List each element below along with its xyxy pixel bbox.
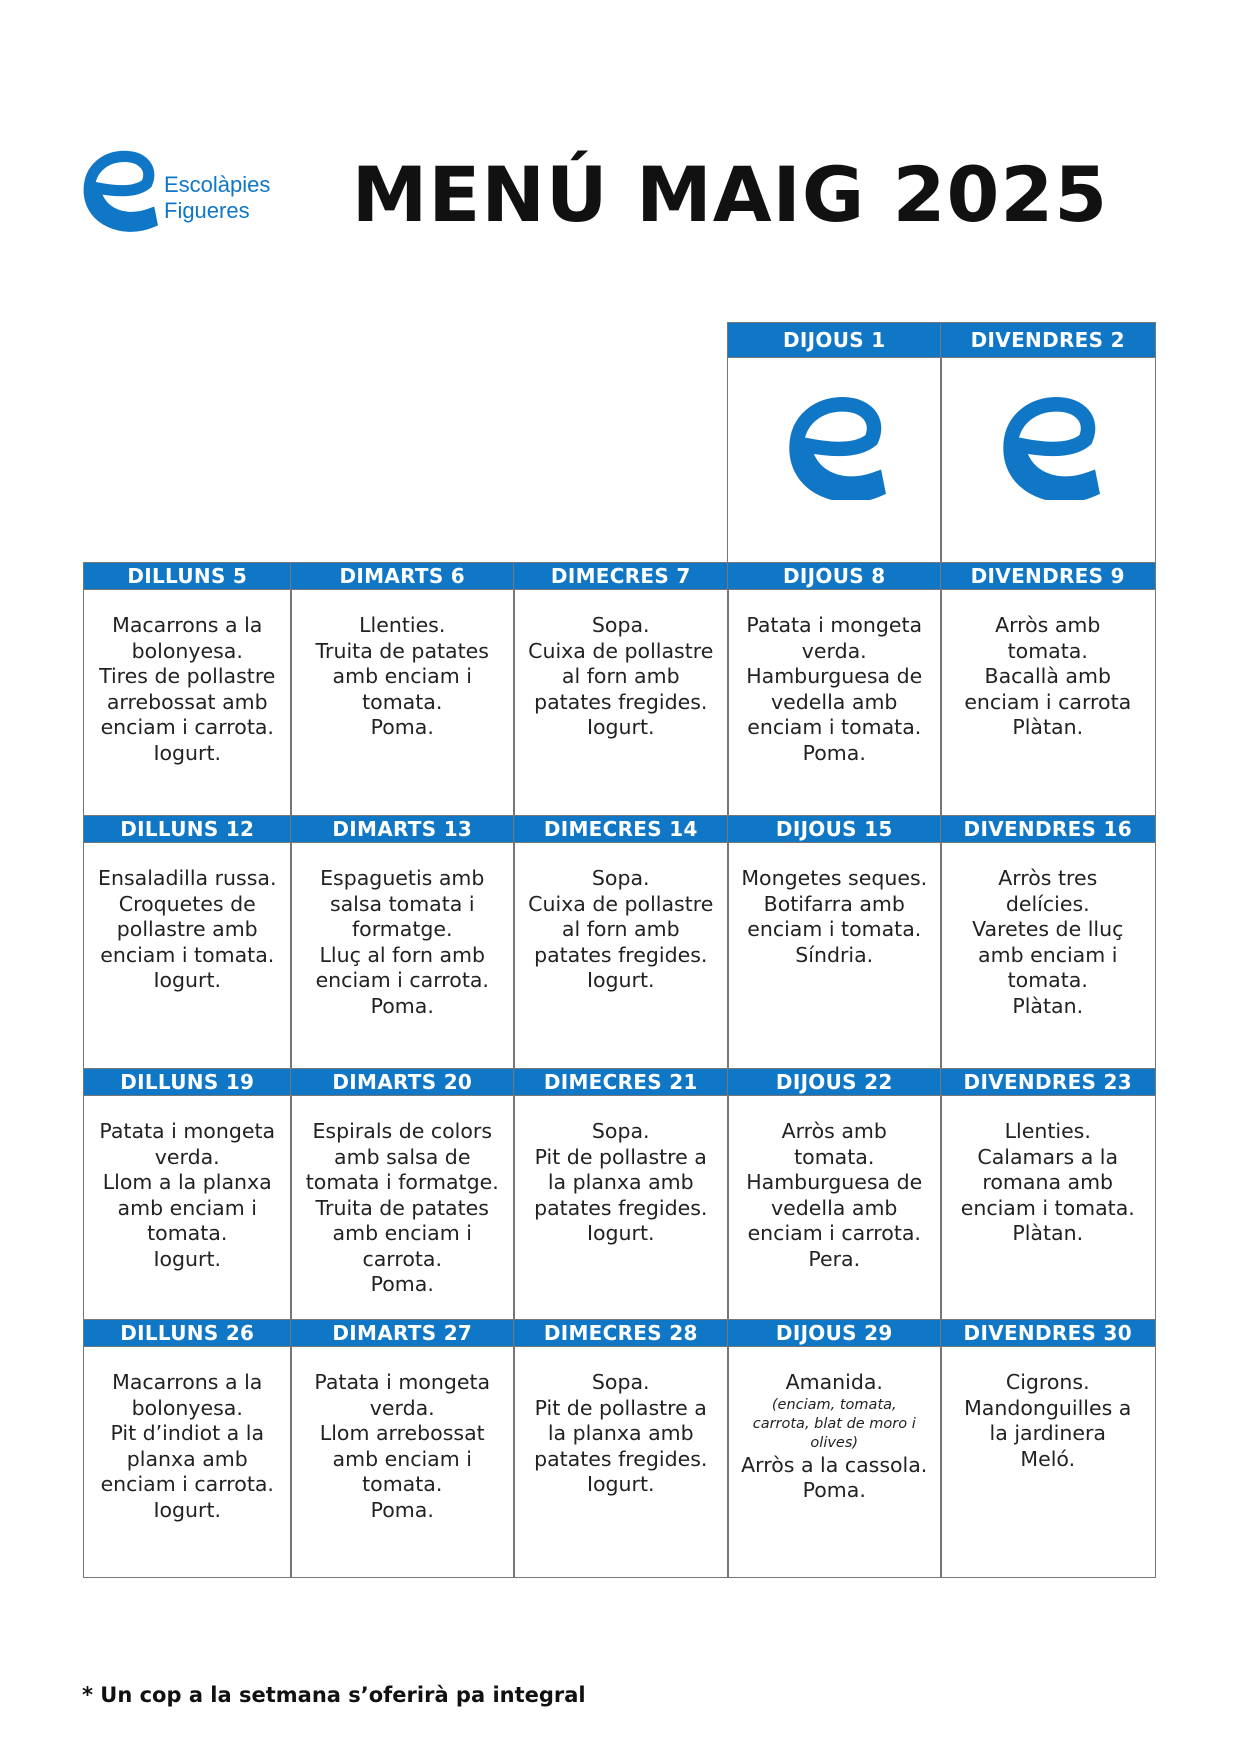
menu-line: verda. bbox=[369, 1395, 435, 1420]
menu-line: Truita de patates bbox=[315, 638, 489, 663]
day-header: DIJOUS 1 bbox=[728, 323, 941, 358]
menu-line: la planxa amb bbox=[547, 1421, 694, 1445]
day-header: DIVENDRES 2 bbox=[941, 323, 1155, 358]
menu-line: amb enciam i bbox=[117, 1195, 257, 1220]
menu-line: romana amb bbox=[982, 1170, 1114, 1194]
day-menu bbox=[291, 1095, 514, 1298]
menu-line: Espaguetis amb bbox=[320, 866, 485, 890]
day-header: DIMECRES 14 bbox=[514, 816, 728, 843]
menu-line: Llenties. bbox=[359, 613, 446, 637]
menu-line: carrota. bbox=[362, 1246, 443, 1271]
menu-line: Lluç al forn amb bbox=[319, 942, 486, 967]
menu-line: Patata i mongeta bbox=[314, 1370, 491, 1394]
day-cell bbox=[513, 815, 729, 1070]
day-header: DIVENDRES 23 bbox=[941, 1069, 1155, 1096]
menu-line: al forn amb bbox=[561, 917, 680, 941]
day-header: DIMARTS 27 bbox=[291, 1320, 514, 1347]
menu-line: tomata. bbox=[147, 1221, 228, 1245]
menu-line: patates fregides. bbox=[534, 689, 708, 714]
menu-line: Pit de pollastre a bbox=[534, 1395, 707, 1420]
menu-line: patates fregides. bbox=[534, 1195, 708, 1220]
menu-line: Patata i mongeta bbox=[746, 613, 923, 637]
day-header: DILLUNS 5 bbox=[84, 563, 291, 590]
menu-line: delícies. bbox=[1005, 891, 1090, 916]
day-header: DIMARTS 13 bbox=[291, 816, 514, 843]
menu-line: Pit de pollastre a bbox=[534, 1144, 707, 1169]
day-header: DIJOUS 15 bbox=[728, 816, 941, 843]
day-header: DILLUNS 26 bbox=[84, 1320, 291, 1347]
menu-line: Poma. bbox=[370, 715, 434, 739]
menu-line: Iogurt. bbox=[586, 715, 655, 739]
menu-line: enciam i carrota. bbox=[747, 1221, 921, 1245]
menu-line: Iogurt. bbox=[586, 968, 655, 992]
menu-line: arrebossat amb bbox=[106, 689, 268, 714]
day-header: DIMECRES 28 bbox=[514, 1320, 728, 1347]
menu-line: Pit d’indiot a la bbox=[110, 1421, 265, 1445]
menu-line: amb salsa de bbox=[334, 1144, 471, 1169]
menu-line: verda. bbox=[154, 1144, 220, 1169]
menu-line: la planxa amb bbox=[547, 1170, 694, 1194]
day-menu bbox=[84, 1095, 291, 1272]
menu-line: Cuixa de pollastre bbox=[528, 891, 714, 916]
day-cell bbox=[83, 815, 292, 1070]
menu-line: tomata. bbox=[1007, 638, 1088, 663]
menu-line: Llenties. bbox=[1004, 1119, 1091, 1143]
day-cell bbox=[513, 1068, 729, 1321]
menu-line: Plàtan. bbox=[1012, 715, 1084, 739]
day-menu bbox=[941, 842, 1155, 1019]
day-cell bbox=[727, 322, 942, 564]
menu-line: Cuixa de pollastre bbox=[528, 638, 714, 663]
menu-line: amb enciam i bbox=[332, 664, 472, 688]
day-menu bbox=[728, 842, 941, 968]
day-menu bbox=[291, 589, 514, 741]
school-name-line1: Escolàpies bbox=[164, 172, 271, 197]
day-cell bbox=[83, 562, 292, 817]
day-menu bbox=[941, 1346, 1155, 1472]
day-header: DIMARTS 6 bbox=[291, 563, 514, 590]
day-menu bbox=[514, 1095, 728, 1247]
day-cell bbox=[940, 1068, 1156, 1321]
menu-line: Truita de patates bbox=[315, 1195, 489, 1220]
menu-line: tomata. bbox=[1007, 968, 1088, 992]
day-cell bbox=[940, 562, 1156, 817]
menu-note: carrota, blat de moro i bbox=[752, 1415, 916, 1432]
menu-line: Poma. bbox=[802, 740, 866, 765]
menu-note: olives) bbox=[810, 1434, 859, 1451]
menu-line: enciam i tomata. bbox=[960, 1195, 1135, 1220]
day-header: DIMARTS 20 bbox=[291, 1069, 514, 1096]
menu-line: Plàtan. bbox=[1012, 1221, 1084, 1245]
menu-line: enciam i carrota. bbox=[315, 968, 489, 992]
day-menu bbox=[84, 1346, 291, 1523]
menu-line: planxa amb bbox=[126, 1446, 248, 1471]
day-header: DIJOUS 8 bbox=[728, 563, 941, 590]
menu-line: Iogurt. bbox=[153, 740, 222, 765]
day-cell bbox=[290, 815, 515, 1070]
menu-line: verda. bbox=[801, 638, 867, 663]
menu-line: Iogurt. bbox=[586, 1472, 655, 1496]
menu-line: Pera. bbox=[808, 1246, 861, 1271]
day-cell bbox=[290, 1068, 515, 1321]
day-header: DIVENDRES 16 bbox=[941, 816, 1155, 843]
day-header: DILLUNS 19 bbox=[84, 1069, 291, 1096]
menu-line: Iogurt. bbox=[153, 1246, 222, 1271]
menu-line: tomata i formatge. bbox=[305, 1170, 499, 1194]
menu-line: enciam i tomata. bbox=[747, 917, 922, 941]
page-title: MENÚ MAIG 2025 bbox=[351, 150, 1109, 239]
footnote: * Un cop a la setmana s’oferirà pa integral bbox=[82, 1683, 586, 1707]
menu-line: Poma. bbox=[370, 1497, 434, 1522]
school-logo-icon bbox=[996, 396, 1100, 500]
day-cell bbox=[290, 1319, 515, 1578]
menu-line: pollastre amb bbox=[116, 917, 258, 941]
menu-line: bolonyesa. bbox=[131, 638, 243, 663]
day-cell bbox=[290, 562, 515, 817]
day-cell bbox=[940, 322, 1156, 564]
menu-line: Iogurt. bbox=[153, 968, 222, 992]
menu-line: al forn amb bbox=[561, 664, 680, 688]
menu-line: amb enciam i bbox=[978, 942, 1118, 967]
menu-line: Llom a la planxa bbox=[102, 1170, 272, 1194]
day-header: DILLUNS 12 bbox=[84, 816, 291, 843]
day-menu bbox=[514, 1346, 728, 1498]
day-cell bbox=[727, 1068, 942, 1321]
menu-line: tomata. bbox=[794, 1144, 875, 1169]
menu-line: enciam i tomata. bbox=[747, 715, 922, 739]
menu-line: Espirals de colors bbox=[312, 1119, 493, 1143]
menu-line: Sopa. bbox=[591, 1370, 650, 1394]
menu-line: Hamburguesa de bbox=[746, 664, 923, 688]
menu-line: la jardinera bbox=[989, 1421, 1106, 1445]
day-cell bbox=[727, 1319, 942, 1578]
menu-line: Sopa. bbox=[591, 613, 650, 637]
menu-line: Hamburguesa de bbox=[746, 1170, 923, 1194]
day-cell bbox=[83, 1068, 292, 1321]
menu-line: Plàtan. bbox=[1012, 993, 1084, 1018]
day-header: DIMECRES 7 bbox=[514, 563, 728, 590]
school-name-line2: Figueres bbox=[164, 198, 250, 223]
menu-line: enciam i carrota. bbox=[100, 715, 274, 739]
menu-line: Sopa. bbox=[591, 866, 650, 890]
menu-line: Llom arrebossat bbox=[319, 1421, 485, 1445]
menu-line: Arròs amb bbox=[995, 613, 1101, 637]
menu-line: Arròs a la cassola. bbox=[741, 1452, 928, 1477]
day-menu bbox=[728, 1095, 941, 1272]
day-header: DIVENDRES 9 bbox=[941, 563, 1155, 590]
menu-line: Arròs amb bbox=[781, 1119, 887, 1143]
day-cell bbox=[513, 562, 729, 817]
menu-line: vedella amb bbox=[771, 689, 898, 714]
menu-line: enciam i carrota. bbox=[100, 1472, 274, 1496]
day-menu bbox=[514, 842, 728, 994]
menu-line: Tires de pollastre bbox=[99, 664, 276, 688]
day-cell bbox=[727, 815, 942, 1070]
menu-line: Síndria. bbox=[795, 942, 874, 967]
menu-line: Iogurt. bbox=[153, 1497, 222, 1522]
menu-line: Arròs tres bbox=[998, 866, 1098, 890]
day-menu bbox=[84, 589, 291, 766]
menu-line: Iogurt. bbox=[586, 1221, 655, 1245]
menu-line: Poma. bbox=[802, 1478, 866, 1502]
day-menu bbox=[941, 1095, 1155, 1247]
menu-line: Cigrons. bbox=[1005, 1370, 1090, 1394]
day-cell bbox=[940, 1319, 1156, 1578]
menu-line: patates fregides. bbox=[534, 1446, 708, 1471]
menu-line: amb enciam i bbox=[332, 1221, 472, 1245]
day-menu bbox=[291, 842, 514, 1019]
menu-line: Croquetes de bbox=[118, 891, 256, 916]
menu-line: Calamars a la bbox=[977, 1144, 1119, 1169]
day-cell bbox=[940, 815, 1156, 1070]
menu-line: Sopa. bbox=[591, 1119, 650, 1143]
day-menu bbox=[728, 1346, 941, 1504]
day-menu bbox=[514, 589, 728, 741]
day-cell bbox=[513, 1319, 729, 1578]
menu-line: formatge. bbox=[351, 917, 453, 941]
menu-line: tomata. bbox=[362, 1472, 443, 1496]
menu-line: bolonyesa. bbox=[131, 1395, 243, 1420]
day-cell bbox=[727, 562, 942, 817]
menu-line: enciam i carrota bbox=[964, 689, 1132, 714]
day-cell bbox=[83, 1319, 292, 1578]
menu-line: Macarrons a la bbox=[112, 613, 263, 637]
menu-line: Amanida. bbox=[785, 1370, 883, 1394]
menu-line: Meló. bbox=[1020, 1446, 1076, 1471]
menu-line: salsa tomata i bbox=[329, 891, 475, 916]
menu-line: Macarrons a la bbox=[112, 1370, 263, 1394]
menu-line: Bacallà amb bbox=[984, 664, 1111, 688]
day-header: DIMECRES 21 bbox=[514, 1069, 728, 1096]
menu-line: enciam i tomata. bbox=[100, 942, 275, 967]
day-menu bbox=[84, 842, 291, 994]
day-header: DIJOUS 29 bbox=[728, 1320, 941, 1347]
menu-line: tomata. bbox=[362, 689, 443, 714]
menu-line: Mongetes seques. bbox=[741, 866, 928, 890]
menu-line: Poma. bbox=[370, 993, 434, 1018]
menu-note: (enciam, tomata, bbox=[771, 1396, 897, 1413]
menu-line: Mandonguilles a bbox=[964, 1395, 1132, 1420]
menu-line: amb enciam i bbox=[332, 1446, 472, 1471]
menu-line: Ensaladilla russa. bbox=[98, 866, 277, 890]
school-logo-icon bbox=[782, 396, 886, 500]
day-menu bbox=[728, 589, 941, 766]
day-header: DIJOUS 22 bbox=[728, 1069, 941, 1096]
menu-line: Patata i mongeta bbox=[99, 1119, 276, 1143]
day-menu bbox=[941, 589, 1155, 741]
day-menu bbox=[291, 1346, 514, 1523]
menu-line: vedella amb bbox=[771, 1195, 898, 1220]
menu-line: Varetes de lluç bbox=[972, 917, 1124, 941]
day-header: DIVENDRES 30 bbox=[941, 1320, 1155, 1347]
menu-line: Botifarra amb bbox=[763, 891, 905, 916]
menu-line: Poma. bbox=[370, 1272, 434, 1296]
menu-line: patates fregides. bbox=[534, 942, 708, 967]
